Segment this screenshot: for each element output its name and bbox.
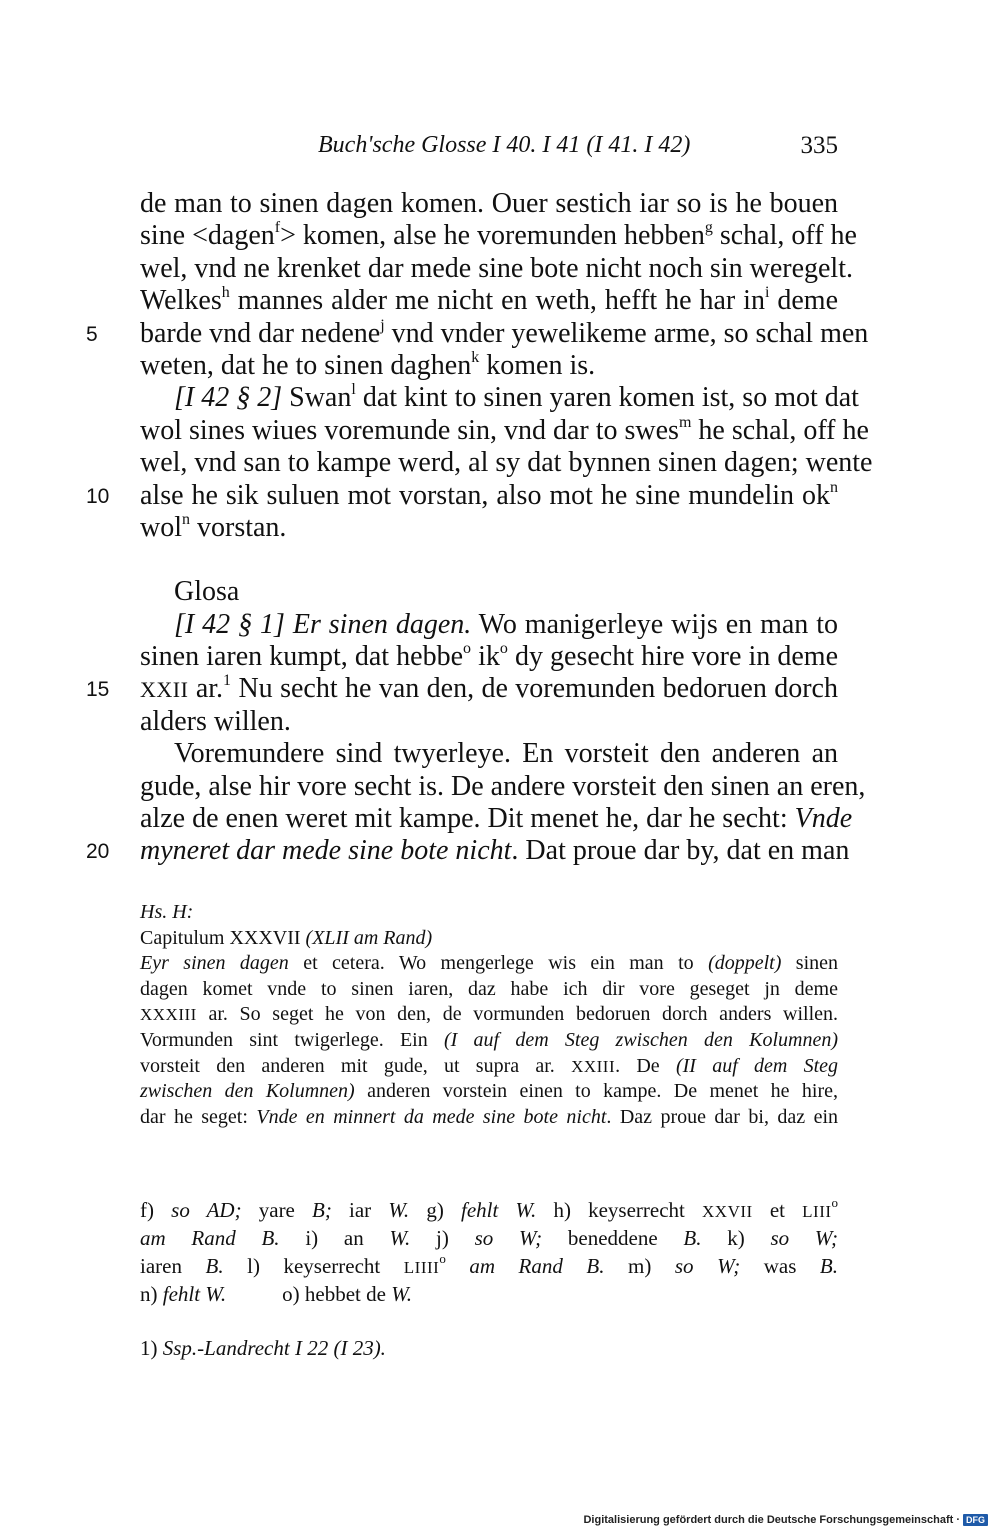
line-number: 20 [86, 840, 110, 864]
line-number: 15 [86, 678, 110, 702]
footnote-ref: h [221, 284, 230, 302]
text-line: alze de enen weret mit kampe. Dit menet he, dar he secht: Vnde [140, 803, 853, 835]
footnote-ref: j [380, 316, 385, 334]
ms-line: XXXIII ar. So seget he von den, de vormunden bedoruen dorch anders willen. [140, 1003, 838, 1026]
apparatus-line [140, 1196, 838, 1224]
critical-apparatus [140, 1196, 838, 1308]
text-line: sine <dagen$^f$> komen, alse he voremunden hebben$^g$ schal, off he [140, 219, 857, 252]
text-line: sinen iaren kumpt, dat hebbe$^o$ $ik^o$ dy gesecht hire vore in deme [140, 640, 839, 673]
text-line: 5 barde vnd dar nedene$^j$ vnd vnder yewelikeme arme, so schal men [140, 318, 838, 350]
apparatus-entry: g) fehlt W. [426, 1198, 537, 1222]
apparatus-entry: h) keyserrecht XXVII et LIII$^o$ [553, 1195, 839, 1222]
text-line: wol sines wiues voremunde sin, vnd dar to swes$^m$ he schal, off he [140, 413, 869, 446]
text-line: Welkes$^h$ mannes alder me nicht en weth, hefft he har $in^i$ deme [140, 284, 838, 317]
ms-line: vorsteit den anderen mit gude, ut supra ar. XXIII. De (II auf dem Steg [140, 1054, 839, 1077]
ms-line: dar he seget: Vnde en minnert da mede sine bote nicht. Daz proue dar bi, daz ein [140, 1105, 838, 1128]
text-line: wol$^n$ vorstan. [140, 510, 287, 543]
apparatus-entry: k) so W; [727, 1226, 839, 1250]
ms-line: Vormunden sint twigerlege. Ein (I auf dem Steg zwischen den Kolumnen) [140, 1028, 838, 1051]
text-line: [I 42 § 1] Er sinen dagen. Wo manigerleye wijs en man to [174, 608, 838, 640]
footnote-ref: m [678, 413, 692, 431]
text-line: gude, alse hir vore secht is. De andere vorsteit den sinen an eren, [140, 770, 866, 802]
footnote-ref: 1 [223, 672, 232, 690]
ms-line: dagen komet vnde to sinen iaren, daz habe ich dir vore geseget jn deme [140, 977, 838, 1000]
ms-line: Eyr sinen dagen et cetera. Wo mengerlege wis ein man to (doppelt) sinen [140, 952, 839, 975]
running-header [140, 128, 840, 162]
text-line: 15 XXII ar.$^1$ Nu secht he van den, de voremunden bedoruen dorch [140, 673, 838, 705]
apparatus-entry: n) fehlt W. [140, 1282, 227, 1306]
line-number: 10 [86, 484, 110, 508]
text-line: weten, dat he to sinen daghen$^k$ komen is. [140, 348, 596, 381]
ms-line: zwischen den Kolumnen) anderen vorstein einen to kampe. De menet he hire, [140, 1080, 838, 1103]
apparatus-line: iaren B. l) keyserrecht LIIII$^o$ am Rand B. m) so W; was B. [140, 1251, 838, 1278]
manuscript-siglum: Hs. H: [140, 901, 194, 923]
ms-line: Capitulum XXXVII (XLII am Rand) [140, 926, 433, 949]
running-title: Buch'sche Glosse I 40. I 41 (I 41. I 42) [318, 132, 691, 158]
footnote-ref: n [182, 510, 190, 528]
apparatus-entry: o) hebbet de W. [282, 1282, 413, 1306]
section-reference: [I 42 § 1] [174, 608, 285, 640]
glosa-heading: Glosa [174, 576, 240, 608]
footnote-ref: o [463, 640, 472, 658]
digitization-credit: Digitalisierung gefördert durch die Deutsche Forschungsgemeinschaft · DFG [583, 1514, 988, 1526]
footnote-ref: l [351, 381, 356, 399]
page-number: 335 [800, 132, 838, 159]
apparatus-line: am Rand B. i) an W. j) so W; beneddene B. k) so W; [140, 1226, 839, 1250]
apparatus-entry: m) so W; was B. [628, 1254, 838, 1278]
footnote-ref: g [704, 219, 713, 237]
apparatus-entry: j) so W; beneddene B. [436, 1226, 702, 1250]
footnote-ref: i [764, 284, 770, 302]
main-text [86, 188, 873, 868]
source-note: 1) Ssp.-Landrecht I 22 (I 23). [140, 1336, 386, 1360]
dfg-logo-icon: DFG [963, 1514, 988, 1526]
apparatus-entry: l) keyserrecht LIIII$^o$ am Rand B. [247, 1251, 605, 1278]
section-reference: [I 42 § 2] [174, 382, 283, 414]
text-line: wel, vnd ne krenket dar mede sine bote nicht noch sin weregelt. [140, 252, 853, 284]
apparatus-line [140, 1280, 838, 1308]
footnote-ref: f [274, 219, 281, 237]
footnote-ref: k [471, 348, 480, 366]
manuscript-variant [140, 900, 838, 1130]
text-line: [I 42 § 2] Swan$^l$ dat kint to sinen yaren komen ist, so mot dat [174, 381, 859, 414]
text-line: alders willen. [140, 705, 291, 737]
apparatus-entry: i) an W. [305, 1226, 411, 1250]
text-line: wel, vnd san to kampe werd, al sy dat bynnen sinen dagen; wente [140, 447, 873, 479]
apparatus-entry: f) so AD; yare B; iar W. [140, 1198, 410, 1222]
source-notes [140, 1334, 838, 1362]
line-number: 5 [86, 322, 98, 346]
footnote-ref: o [499, 640, 508, 658]
text-line: de man to sinen dagen komen. Ouer sestich iar so is he bouen [140, 188, 838, 219]
text-line: 10 alse he sik suluen mot vorstan, also mot he sine mundelin $ok^n$ [140, 480, 838, 512]
text-line: 20 myneret dar mede sine bote nicht. Dat proue dar by, dat en man [140, 835, 838, 867]
footnote-ref: n [830, 478, 838, 496]
text-line: Voremundere sind twyerleye. En vorsteit den anderen an [174, 738, 838, 770]
lemma: Er sinen dagen. [284, 608, 472, 640]
